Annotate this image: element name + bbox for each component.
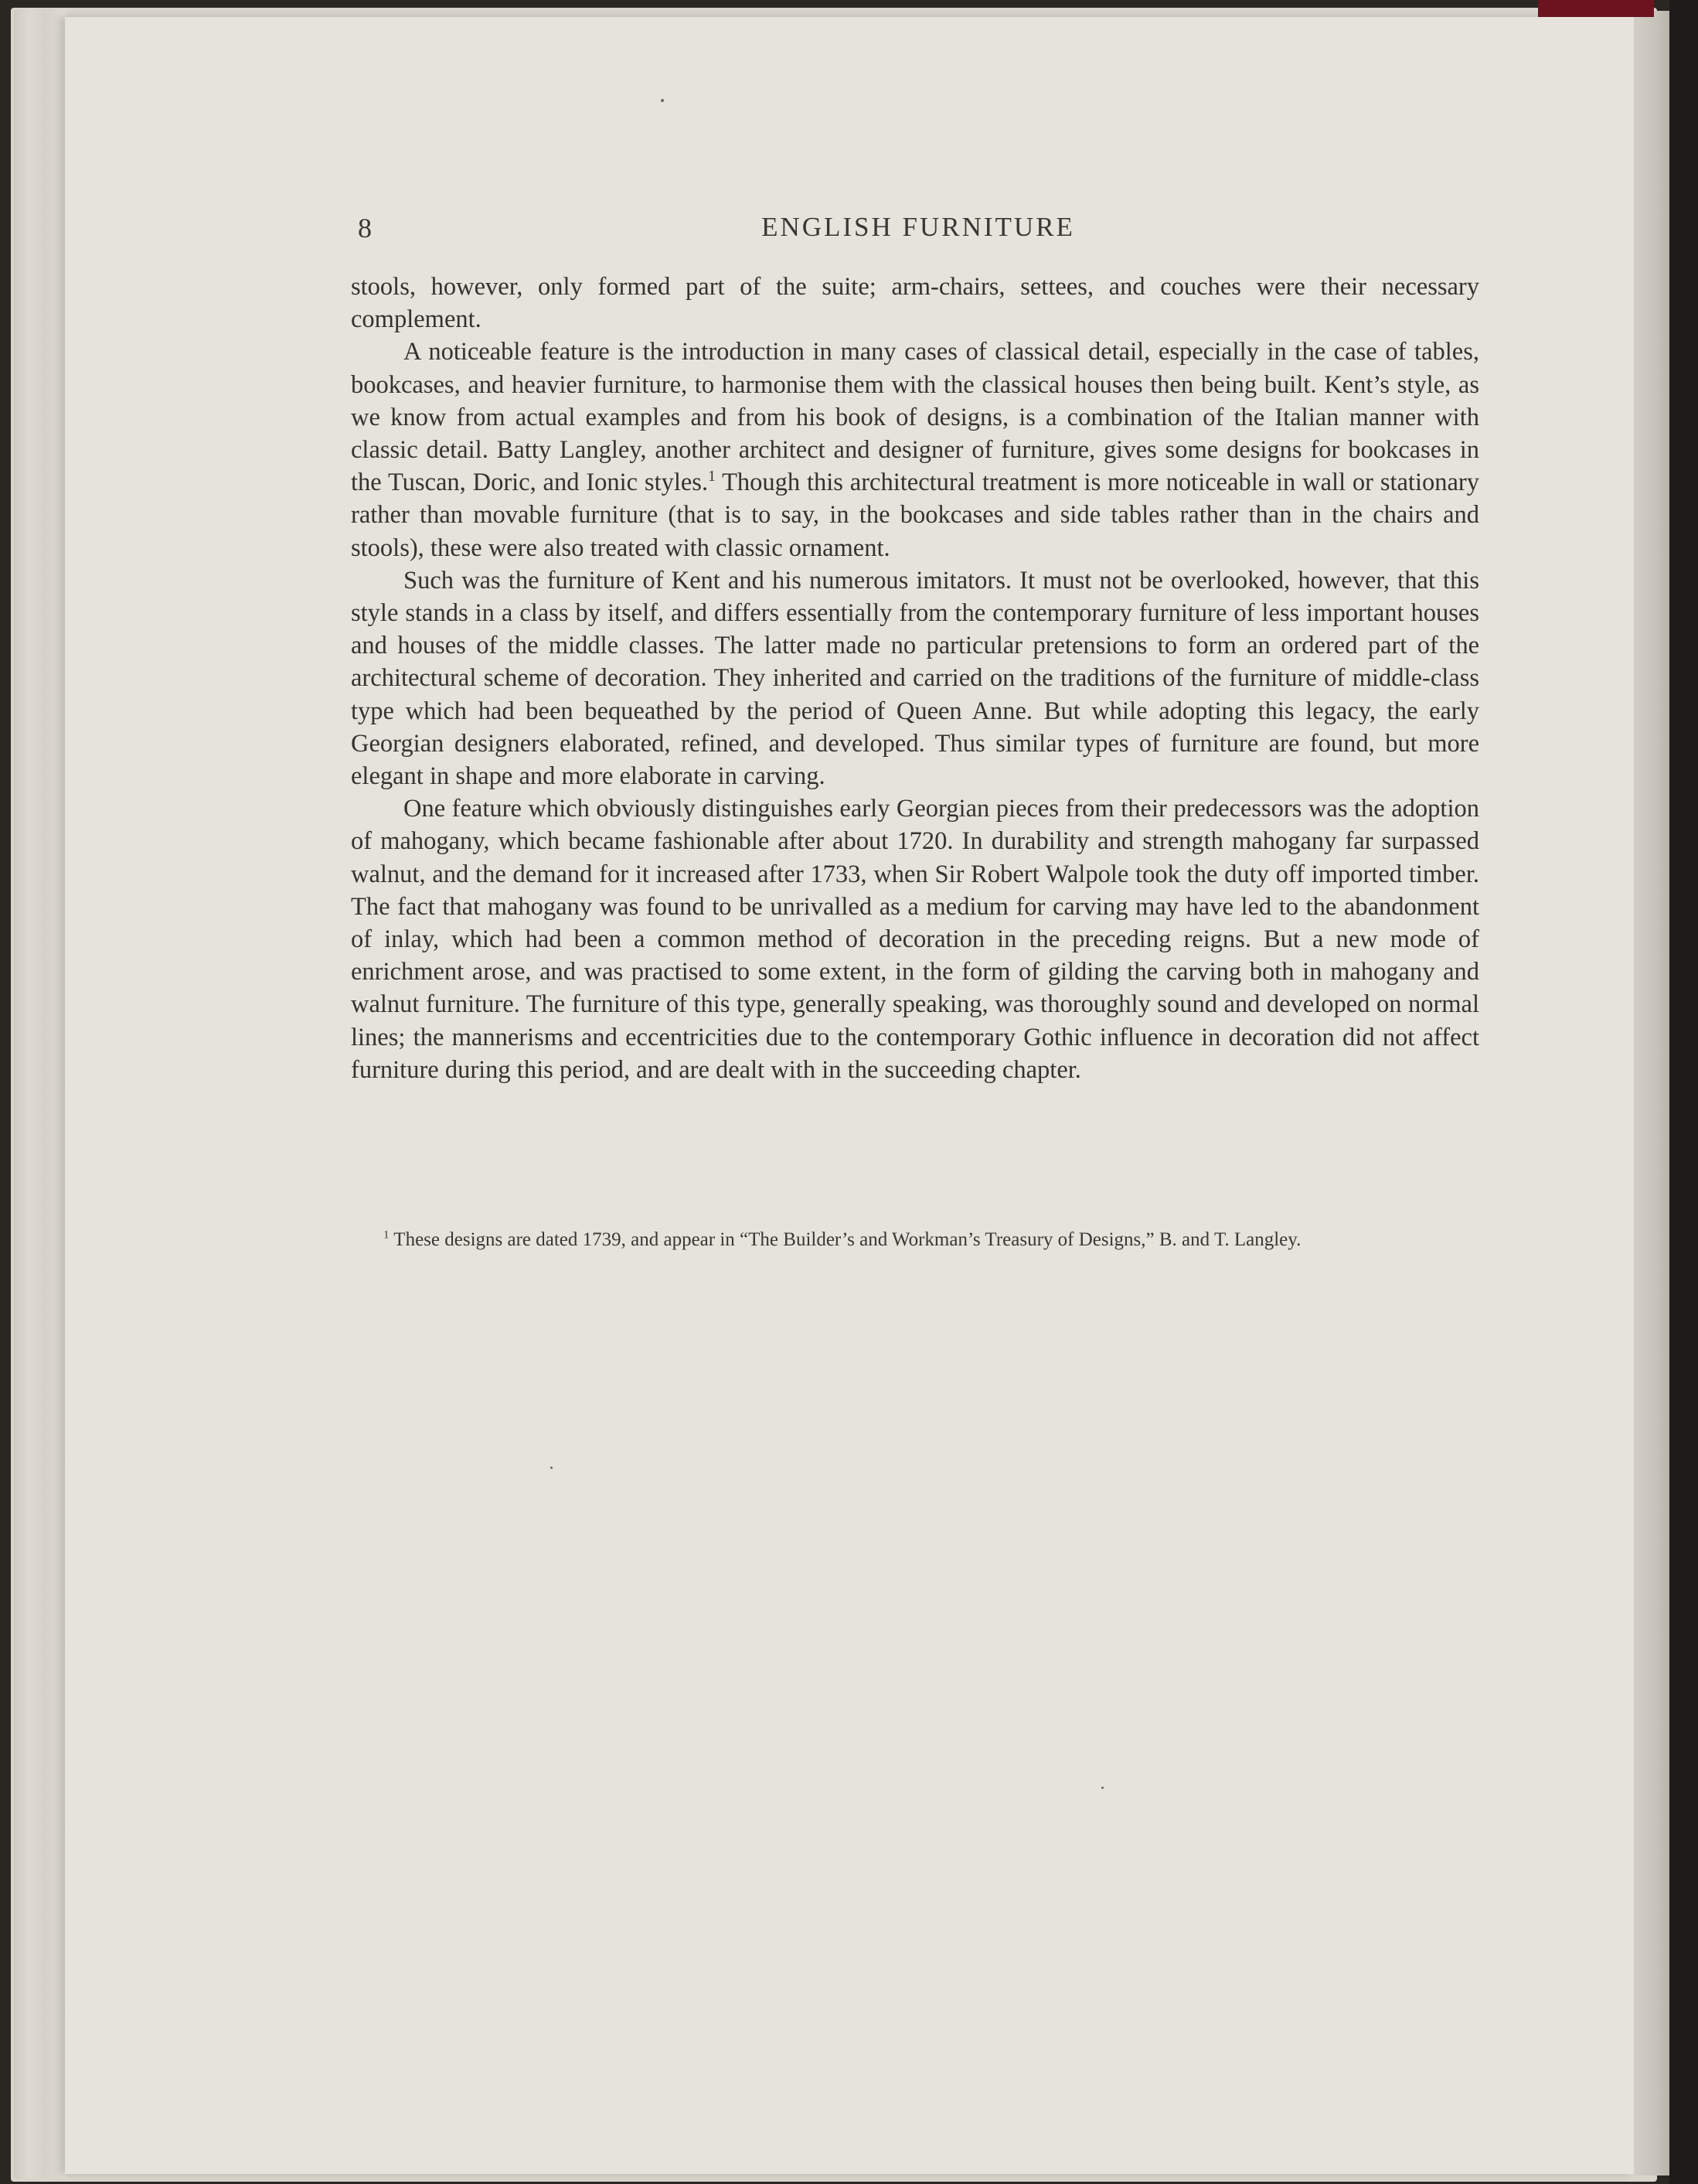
running-header xyxy=(358,212,1479,247)
page-number: 8 xyxy=(358,213,372,244)
paragraph-2-text: A noticeable feature is the introduction in many cases of classical detail, especially in the case of tables, bookcases, and heavier furniture, to harmonise them with the classical houses then being built. Kent’s style, as we know from actual examples and from his book of designs, is a combination of the Italian manner with classic detail. Batty Langley, another architect and designer of furniture, gives some designs for bookcases in the Tuscan, Doric, and Ionic styles. xyxy=(351,338,1479,497)
binding-corner-mark xyxy=(1538,0,1654,17)
running-title: ENGLISH FURNITURE xyxy=(761,212,1075,242)
footnote xyxy=(383,1228,1481,1252)
paragraph-3: Such was the furniture of Kent and his numerous imitators. It must not be overlooked, however, that this style stands in a class by itself, and differs essentially from the contemporary furniture of less important houses and houses of the middle classes. The latter made no particular pretensions to form an ordered part of the architectural scheme of decoration. They inherited and carried on the traditions of the furniture of middle-class type which had been bequeathed by the period of Queen Anne. But while adopting this legacy, the early Georgian designers elaborated, refined, and developed. Thus similar types of furniture are found, but more elegant in shape and more elaborate in carving. xyxy=(351,566,1479,791)
paper-speck xyxy=(1101,1787,1104,1789)
paper-speck xyxy=(661,99,664,102)
scan-background xyxy=(1669,0,1698,2184)
footnote-marker: 1 xyxy=(383,1228,390,1242)
paper-speck xyxy=(550,1467,553,1469)
page-edge-left xyxy=(14,9,66,2179)
body-text xyxy=(351,271,1479,1086)
paragraph-2-continuation: Though this architectural treatment is more noticeable in wall or stationary rather than movable furniture (that is to say, in the bookcases and side tables rather than in the chairs and stools), these were also treated with classic ornament. xyxy=(351,468,1479,562)
paragraph-2 xyxy=(351,336,1479,564)
footnote-text: These designs are dated 1739, and appear in “The Builder’s and Workman’s Treasury of Designs,” B. and T. Langley. xyxy=(389,1229,1302,1250)
page-edge-right xyxy=(1634,11,1669,2175)
paragraph-1: stools, however, only formed part of the suite; arm-chairs, settees, and couches were their necessary complement. xyxy=(351,273,1479,334)
paragraph-4: One feature which obviously distinguishes early Georgian pieces from their predecessors was the adoption of mahogany, which became fashionable after about 1720. In durability and strength mahogany far surpassed walnut, and the demand for it increased after 1733, when Sir Robert Walpole took the duty off imported timber. The fact that mahogany was found to be unrivalled as a medium for carving may have led to the abandonment of inlay, which had been a common method of decoration in the preceding reigns. But a new mode of enrichment arose, and was practised to some extent, in the form of gilding the carving both in mahogany and walnut furniture. The furniture of this type, generally speaking, was thoroughly sound and developed on normal lines; the mannerisms and eccentricities due to the contemporary Gothic influence in decoration did not affect furniture during this period, and are dealt with in the succeeding chapter. xyxy=(351,795,1479,1084)
footnote-reference[interactable]: 1 xyxy=(708,468,716,486)
